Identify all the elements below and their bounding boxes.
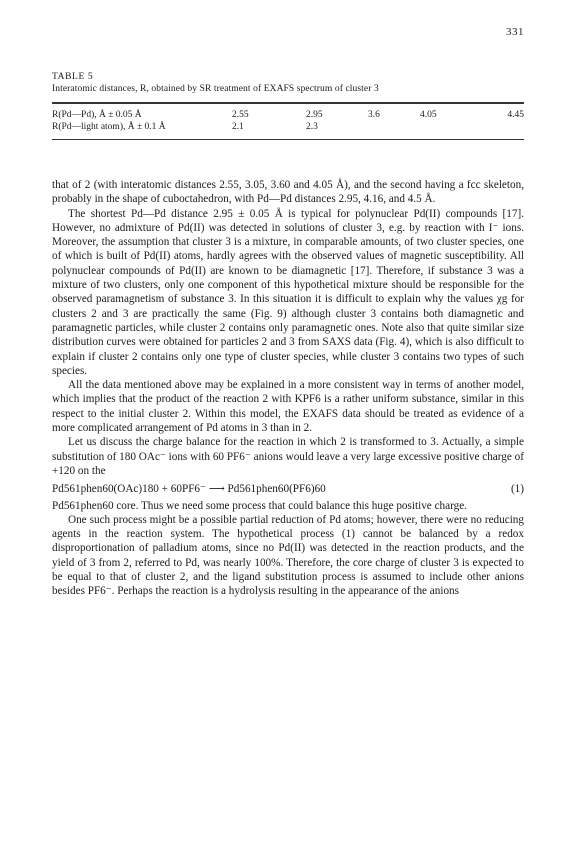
row-label: R(Pd—Pd), Å ± 0.05 Å <box>52 110 142 120</box>
table-cell <box>368 122 420 140</box>
paragraph: Let us discuss the charge balance for the reaction in which 2 is transformed to 3. Actually, a simple substitution of 180 OAc⁻ ions with 60 PF6⁻ anions would leave a very large excessive positive charge of +120 on the <box>52 436 524 477</box>
table-label: TABLE 5 <box>52 72 94 82</box>
table-5 <box>52 72 524 140</box>
table-caption: Interatomic distances, R, obtained by SR treatment of EXAFS spectrum of cluster 3 <box>52 84 379 94</box>
paragraph: Pd561phen60 core. Thus we need some process that could balance this huge positive charge. <box>52 499 467 512</box>
table-row <box>52 122 524 140</box>
table-cell <box>420 122 482 140</box>
distances-table <box>52 102 524 140</box>
reaction-equation <box>52 482 524 496</box>
table-cell: 3.6 <box>368 110 380 120</box>
row-label: R(Pd—light atom), Å ± 0.1 Å <box>52 121 166 132</box>
paragraph: The shortest Pd—Pd distance 2.95 ± 0.05 Å is typical for polynuclear Pd(II) compounds [17]. However, no admixture of Pd(II) was detected in solutions of cluster 3, e.g. by reaction with I⁻ ions. Moreover, the assumption that cluster 3 is a mixture, in comparable amounts, of two cluster species, one of which is built of Pd(II) atoms, hardly agrees with the observed values of magnetic susceptibility. All polynuclear compounds of Pd(II) are known to be diamagnetic [17]. Therefore, if substance 3 was a mixture of two clusters, only one component of this hypothetical mixture should be responsible for the observed paramagnetism of substance 3. In this situation it is difficult to explain why the values χg for clusters 2 and 3 are practically the same (Fig. 9) although cluster 3 contains both diamagnetic and paramagnetic particles, while cluster 2 contains only paramagnetic ones. Note also that quite similar size distribution curves were obtained for particles 2 and 3 from SAXS data (Fig. 4), which is also difficult to explain if cluster 2 contains only one type of cluster species, while cluster 3 contains two types of such species. <box>52 207 524 377</box>
article-body <box>52 178 524 599</box>
table-row <box>52 103 524 122</box>
paragraph: One such process might be a possible partial reduction of Pd atoms; however, there were no reducing agents in the reaction system. The hypothetical process (1) cannot be balanced by a redox disproportionation of palladium atoms, since no Pd(II) was detected in the reaction products, and the yield of 3 from 2, referred to Pd, was nearly 100%. Therefore, the core charge of cluster 3 is expected to be equal to that of cluster 2, and the ligand substitution process is assumed to include other anions besides PF6⁻. Perhaps the reaction is a hydrolysis resulting in the appearance of the anions <box>52 513 524 598</box>
paragraph: All the data mentioned above may be explained in a more consistent way in terms of another model, which implies that the product of the reaction 2 with KPF6 is a rather uniform substance, similar in this respect to the initial cluster 2. Within this model, the EXAFS data should be treated as evidence of a more complicated arrangement of Pd atoms in 3 than in 2. <box>52 379 524 435</box>
table-cell: 4.45 <box>507 110 524 120</box>
table-cell: 2.1 <box>232 121 244 132</box>
table-cell: 4.05 <box>420 110 437 120</box>
table-cell: 2.95 <box>306 110 323 120</box>
equation-number: (1) <box>510 483 524 496</box>
table-cell: 2.55 <box>232 110 249 120</box>
paragraph: that of 2 (with interatomic distances 2.55, 3.05, 3.60 and 4.05 Å), and the second having a fcc skeleton, probably in the shape of cuboctahedron, with Pd—Pd distances 2.95, 4.16, and 4.5 Å. <box>52 179 524 206</box>
table-cell <box>482 122 524 140</box>
table-cell: 2.3 <box>306 121 318 132</box>
page-number: 331 <box>506 26 524 38</box>
equation-text: Pd561phen60(OAc)180 + 60PF6⁻ ⟶ Pd561phen60(PF6)60 <box>52 483 326 496</box>
